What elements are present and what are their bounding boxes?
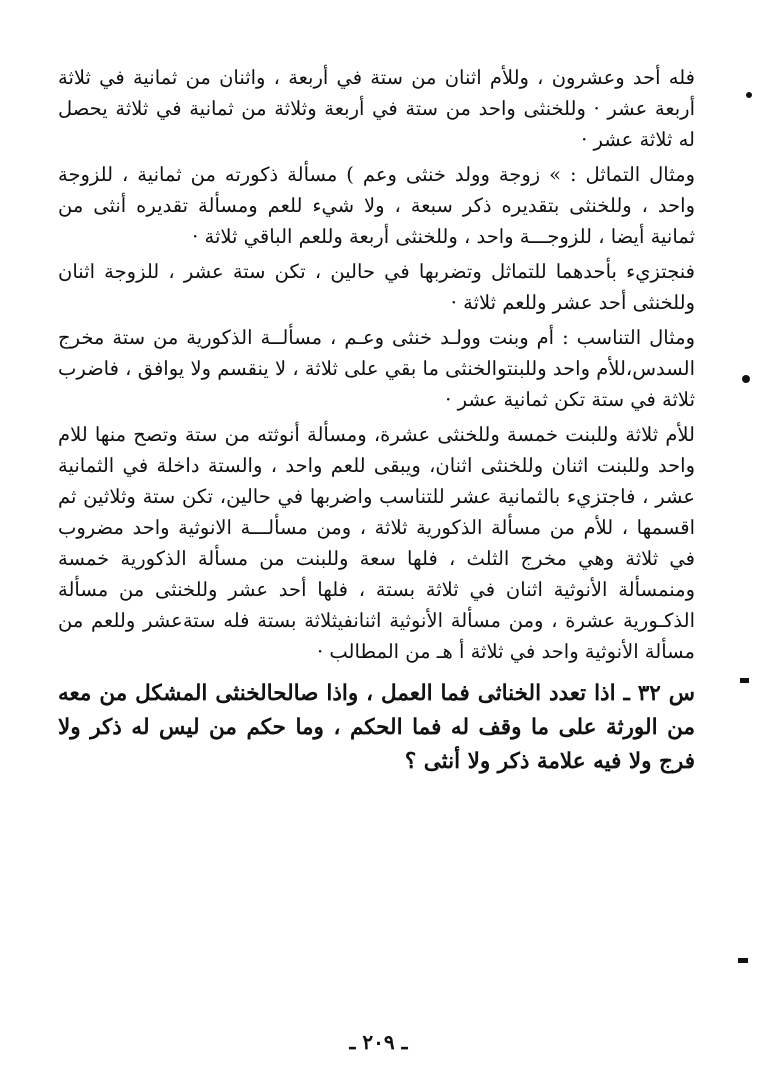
binding-hole-mark — [740, 678, 749, 683]
paragraph-3: فنجتزيء بأحدهما للتماثل وتضربها في حالين ، تكن ستة عشر ، للزوجة اثنان وللخنثى أحد عشر وللعم ثلاثة · — [58, 260, 695, 314]
binding-hole-mark — [738, 958, 748, 963]
paragraph-4: ومثال التناسب : أم وبنت وولـد خنثى وعـم ، مسألــة الذكورية من ستة مخرج السدس،للأم واحد وللبنتوالخنثى ما بقي على ثلاثة ، لا ينقسم ولا يوافق ، فاضرب ثلاثة في ستة تكن ثمانية عشر · — [58, 326, 695, 411]
page-body — [58, 62, 695, 801]
page-number: ـ ٢٠٩ ـ — [349, 1030, 408, 1054]
paragraph-5: للأم ثلاثة وللبنت خمسة وللخنثى عشرة، ومسألة أنوثته من ستة وتصح منها للام واحد وللبنت اثنان وللخنثى اثنان، ويبقى للعم واحد ، والستة داخلة في الثمانية عشر ، فاجتزيء بالثمانية عشر للتناسب واضربها في حالين، تكن ستة وثلاثين ثم اقسمها ، للأم من مسألة الذكورية ثلاثة ، ومن مسألـــة الانوثية واحد مضروب في ثلاثة وهي مخرج الثلث ، فلها سعة وللبنت من مسألة الذكورية خمسة ومنمسألة الأنوثية اثنان في ثلاثة بستة ، فلها أحد عشر وللخنثى من مسألة الذكـورية عشرة ، ومن مسألة الأنوثية اثنانفيثلاثة بستة فله ستةعشر وللعم من مسألة الأنوثية واحد في ثلاثة أ هـ من المطالب · — [58, 423, 695, 663]
question-heading: س ٣٢ ـ اذا تعدد الخناثى فما العمل ، واذا صالحالخنثى المشكل من معه من الورثة على ما وقف له فما الحكم ، وما حكم من ليس له ذكر ولا فرج ولا فيه علامة ذكر ولا أنثى ؟ — [58, 681, 695, 774]
paragraph-2: ومثال التماثل : » زوجة وولد خنثى وعم ) مسألة ذكورته من ثمانية ، للزوجة واحد ، وللخنثى بتقديره ذكر سبعة ، ولا شيء للعم ومسألة تقديره أنثى من ثمانية أيضا ، للزوجـــة واحد ، وللخنثى أربعة وللعم الباقي ثلاثة · — [58, 163, 695, 248]
paragraph-1: فله أحد وعشرون ، وللأم اثنان من ستة في أربعة ، واثنان من ثمانية في ثلاثة أربعة عشر · وللخنثى واحد من ستة في أربعة وثلاثة من ثمانية في ثلاثة يحصل له ثلاثة عشر · — [58, 66, 695, 151]
binding-hole-mark — [746, 92, 752, 98]
binding-hole-mark — [742, 375, 750, 383]
